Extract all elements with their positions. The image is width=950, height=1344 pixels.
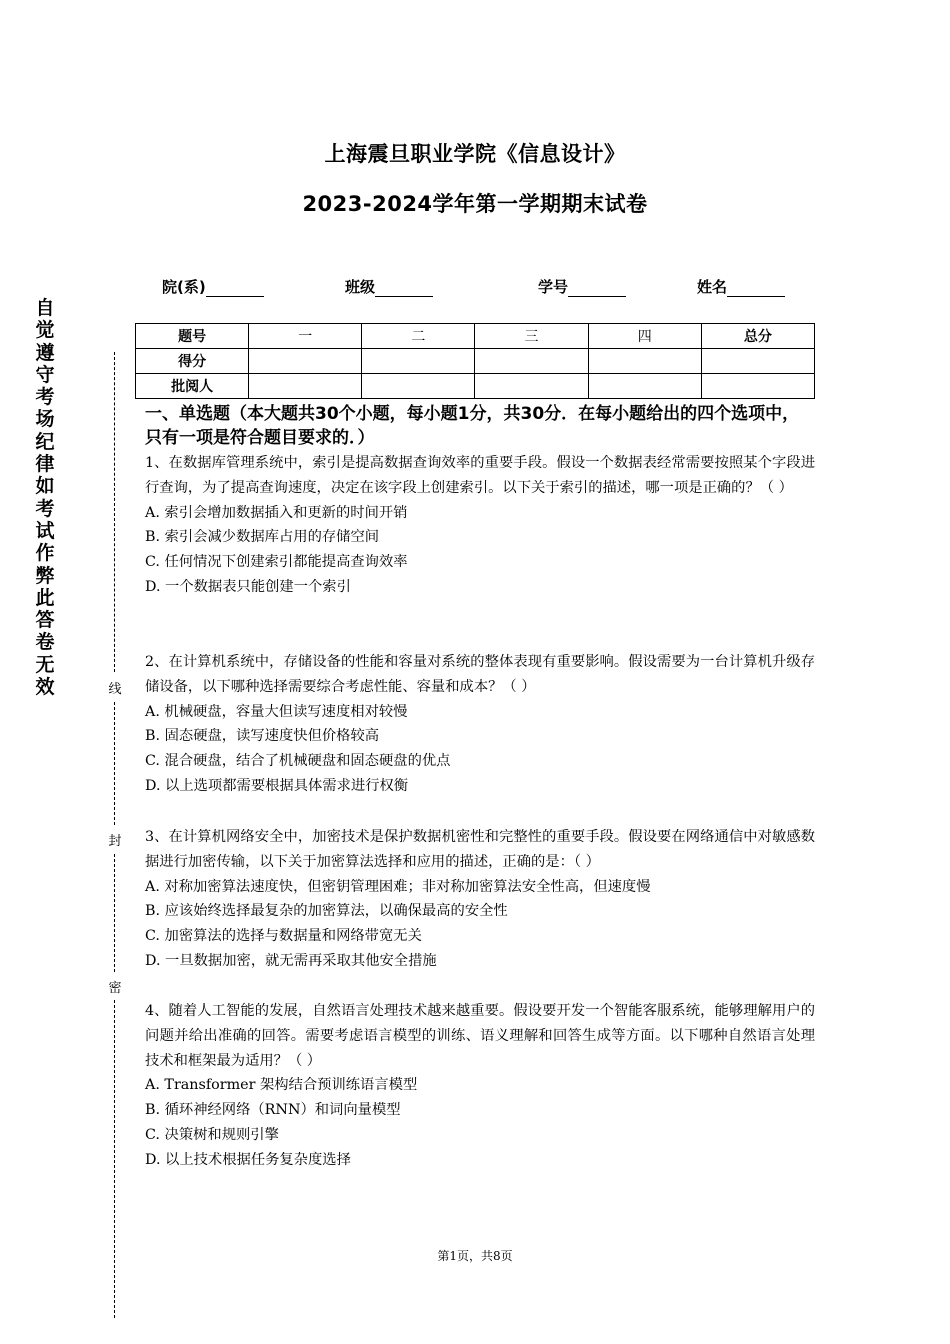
- exam-title-line1: 上海震旦职业学院《信息设计》: [324, 142, 626, 166]
- class-field[interactable]: [345, 276, 433, 297]
- option-d[interactable]: D. 一旦数据加密，就无需再采取其他安全措施: [145, 952, 437, 969]
- department-label: 院(系): [162, 278, 206, 296]
- option-d[interactable]: D. 一个数据表只能创建一个索引: [145, 578, 351, 595]
- score-cell[interactable]: [362, 349, 475, 374]
- grader-cell[interactable]: [249, 374, 362, 399]
- score-table: [135, 323, 815, 399]
- binding-mark-line: 线: [106, 678, 124, 697]
- score-table-score-row: [136, 349, 815, 374]
- class-label: 班级: [345, 278, 376, 296]
- question-stem: 1、在数据库管理系统中，索引是提高数据查询效率的重要手段。假设一个数据表经常需要按照某个字段进行查询，为了提高查询速度，决定在该字段上创建索引。以下关于索引的描述，哪一项是正确的？（ ）: [145, 455, 815, 496]
- option-c[interactable]: C. 任何情况下创建索引都能提高查询效率: [145, 554, 408, 571]
- binding-dashed-line: [114, 1000, 115, 1318]
- question-4: [145, 999, 815, 1173]
- student-id-label: 学号: [538, 278, 569, 296]
- col-header-total: 总分: [701, 324, 814, 349]
- question-stem: 3、在计算机网络安全中，加密技术是保护数据机密性和完整性的重要手段。假设要在网络通信中对敏感数据进行加密传输，以下关于加密算法选择和应用的描述，正确的是：（ ）: [145, 829, 815, 870]
- score-cell[interactable]: [701, 349, 814, 374]
- option-c[interactable]: C. 决策树和规则引擎: [145, 1126, 279, 1143]
- grader-cell[interactable]: [475, 374, 588, 399]
- option-a[interactable]: A. 索引会增加数据插入和更新的时间开销: [145, 504, 408, 521]
- student-info-line: [0, 276, 950, 298]
- question-stem: 2、在计算机系统中，存储设备的性能和容量对系统的整体表现有重要影响。假设需要为一台计算机升级存储设备，以下哪种选择需要综合考虑性能、容量和成本？（ ）: [145, 654, 815, 695]
- binding-mark-seal: 封: [106, 830, 124, 849]
- binding-dashed-line: [114, 702, 115, 825]
- name-blank[interactable]: [727, 280, 785, 297]
- class-blank[interactable]: [375, 280, 433, 297]
- row-label-grader: 批阅人: [136, 374, 249, 399]
- score-table-header-row: [136, 324, 815, 349]
- option-d[interactable]: D. 以上技术根据任务复杂度选择: [145, 1151, 351, 1168]
- score-cell[interactable]: [475, 349, 588, 374]
- section-heading: 一、单选题（本大题共30个小题，每小题1分，共30分．在每小题给出的四个选项中，只有一项是符合题目要求的．）: [145, 404, 800, 448]
- row-label-question-no: 题号: [136, 324, 249, 349]
- col-header-2: 二: [362, 324, 475, 349]
- option-c[interactable]: C. 加密算法的选择与数据量和网络带宽无关: [145, 928, 422, 945]
- question-2: [145, 650, 815, 799]
- option-c[interactable]: C. 混合硬盘，结合了机械硬盘和固态硬盘的优点: [145, 753, 451, 770]
- score-cell[interactable]: [249, 349, 362, 374]
- option-d[interactable]: D. 以上选项都需要根据具体需求进行权衡: [145, 777, 409, 794]
- student-id-blank[interactable]: [568, 280, 626, 297]
- department-blank[interactable]: [206, 280, 264, 297]
- col-header-4: 四: [588, 324, 701, 349]
- department-field[interactable]: [162, 276, 264, 297]
- col-header-3: 三: [475, 324, 588, 349]
- grader-cell[interactable]: [588, 374, 701, 399]
- option-a[interactable]: A. 对称加密算法速度快，但密钥管理困难；非对称加密算法安全性高，但速度慢: [145, 878, 651, 895]
- col-header-1: 一: [249, 324, 362, 349]
- question-stem: 4、随着人工智能的发展，自然语言处理技术越来越重要。假设要开发一个智能客服系统，能够理解用户的问题并给出准确的回答。需要考虑语言模型的训练、语义理解和回答生成等方面。以下哪种自然语言处理技术和框架最为适用？（ ）: [145, 1003, 815, 1069]
- score-table-grader-row: [136, 374, 815, 399]
- option-a[interactable]: A. 机械硬盘，容量大但读写速度相对较慢: [145, 703, 408, 720]
- option-b[interactable]: B. 应该始终选择最复杂的加密算法，以确保最高的安全性: [145, 903, 508, 920]
- student-id-field[interactable]: [538, 276, 626, 297]
- binding-dashed-line: [114, 854, 115, 972]
- binding-mark-secret: 密: [106, 977, 124, 996]
- name-field[interactable]: [697, 276, 785, 297]
- binding-dashed-line: [114, 352, 115, 672]
- exam-discipline-notice: 自觉遵守考场纪律如考试作弊此答卷无效: [35, 297, 55, 699]
- score-cell[interactable]: [588, 349, 701, 374]
- option-b[interactable]: B. 固态硬盘，读写速度快但价格较高: [145, 728, 380, 745]
- name-label: 姓名: [697, 278, 728, 296]
- question-1: [145, 451, 815, 600]
- exam-title-line2: 2023-2024学年第一学期期末试卷: [302, 192, 648, 216]
- question-3: [145, 825, 815, 974]
- option-b[interactable]: B. 循环神经网络（RNN）和词向量模型: [145, 1102, 401, 1119]
- option-a[interactable]: A. Transformer 架构结合预训练语言模型: [145, 1077, 418, 1094]
- grader-cell[interactable]: [362, 374, 475, 399]
- option-b[interactable]: B. 索引会减少数据库占用的存储空间: [145, 529, 380, 546]
- grader-cell[interactable]: [701, 374, 814, 399]
- page-number: 第1页，共8页: [437, 1249, 513, 1263]
- row-label-score: 得分: [136, 349, 249, 374]
